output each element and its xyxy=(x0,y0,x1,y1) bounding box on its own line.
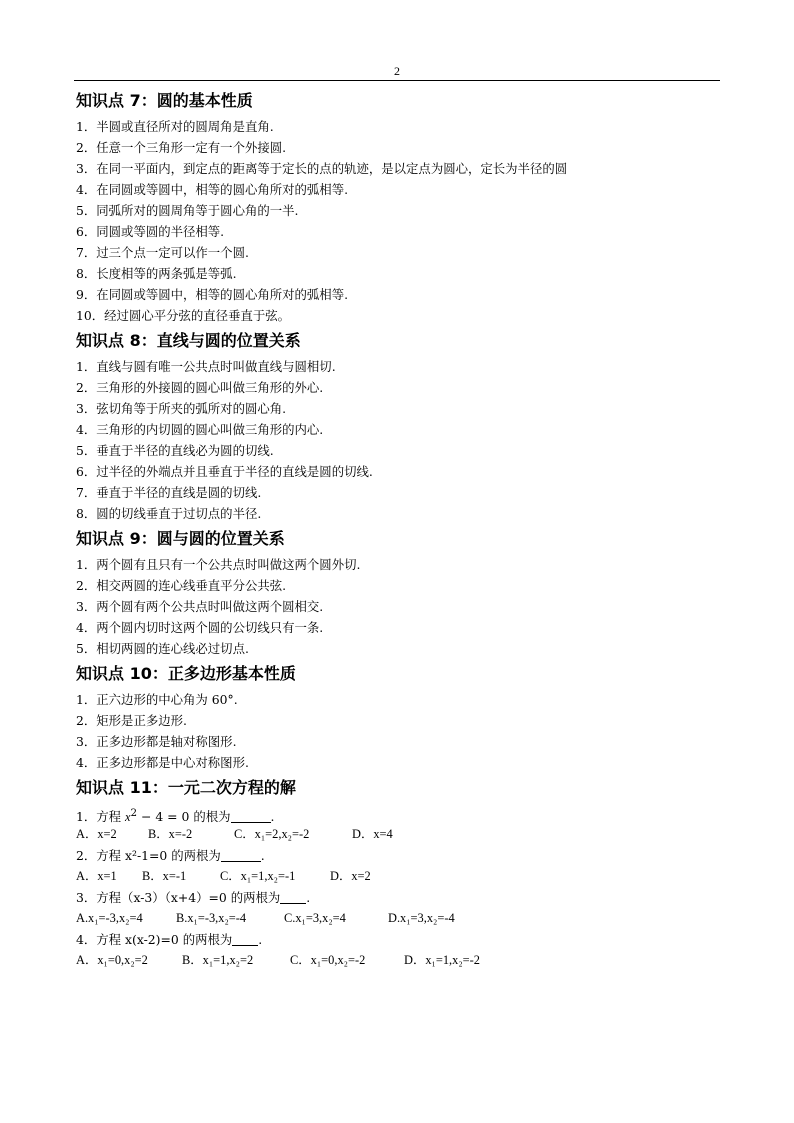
list-item xyxy=(76,263,720,284)
list-item xyxy=(76,116,720,137)
page-number: 2 xyxy=(394,64,400,78)
item-number: 6． xyxy=(76,464,97,479)
list-item xyxy=(76,689,720,710)
item-text: 正多边形都是轴对称图形. xyxy=(96,734,237,749)
list-item xyxy=(76,440,720,461)
list-item xyxy=(76,398,720,419)
answer-blank[interactable] xyxy=(232,932,258,946)
list-item xyxy=(76,356,720,377)
question-text: 方程（x-3）（x+4）=0 的两根为 xyxy=(96,890,281,905)
section-9 xyxy=(76,528,720,659)
option-c[interactable]: C.x₁=3,x₂=4 xyxy=(284,911,346,925)
item-text: 圆的切线垂直于过切点的半径. xyxy=(96,506,262,521)
item-number: 2． xyxy=(76,140,97,155)
option-d[interactable]: D.x₁=3,x₂=-4 xyxy=(388,911,455,925)
list-item xyxy=(76,179,720,200)
item-number: 3． xyxy=(76,599,97,614)
list-item xyxy=(76,638,720,659)
list-item xyxy=(76,284,720,305)
option-b[interactable]: B．x=-1 xyxy=(142,869,187,883)
item-text: 过半径的外端点并且垂直于半径的直线是圆的切线. xyxy=(96,464,373,479)
list-item xyxy=(76,137,720,158)
question-end: . xyxy=(306,890,311,905)
option-d[interactable]: D．x₁=1,x₂=-2 xyxy=(404,953,480,967)
item-text: 两个圆有且只有一个公共点时叫做这两个圆外切. xyxy=(96,557,361,572)
question-2 xyxy=(76,845,720,866)
options-row xyxy=(76,950,720,971)
list-item xyxy=(76,503,720,524)
item-number: 3． xyxy=(76,734,97,749)
section-title: 知识点 7：圆的基本性质 xyxy=(76,91,253,110)
item-number: 1． xyxy=(76,557,97,572)
item-text: 过三个点一定可以作一个圆. xyxy=(96,245,249,260)
list-item xyxy=(76,305,720,326)
question-end: . xyxy=(260,848,265,863)
option-c[interactable]: C．x₁=0,x₂=-2 xyxy=(290,953,366,967)
question-1 xyxy=(76,803,720,824)
list-item xyxy=(76,554,720,575)
list-item xyxy=(76,419,720,440)
question-number: 1． xyxy=(76,809,97,825)
list-item xyxy=(76,596,720,617)
answer-blank[interactable] xyxy=(280,890,306,904)
section-title: 知识点 8：直线与圆的位置关系 xyxy=(76,331,301,350)
option-a[interactable]: A．x=1 xyxy=(76,869,117,883)
item-number: 4． xyxy=(76,422,97,437)
question-text: 方程 x²-1=0 的两根为 xyxy=(96,848,221,863)
item-number: 4． xyxy=(76,620,97,635)
list-item xyxy=(76,752,720,773)
item-text: 矩形是正多边形. xyxy=(96,713,187,728)
question-4 xyxy=(76,929,720,950)
math-exponent: 2 xyxy=(130,807,138,819)
item-number: 9． xyxy=(76,287,97,302)
list-item xyxy=(76,242,720,263)
item-number: 7． xyxy=(76,245,97,260)
section-10 xyxy=(76,663,720,773)
question-number: 3． xyxy=(76,890,97,905)
item-number: 2． xyxy=(76,713,97,728)
option-a[interactable]: A．x=2 xyxy=(76,827,117,841)
question-end: . xyxy=(270,809,275,825)
list-item xyxy=(76,461,720,482)
option-b[interactable]: B．x₁=1,x₂=2 xyxy=(182,953,254,967)
item-text: 长度相等的两条弧是等弧. xyxy=(96,266,237,281)
section-title: 知识点 9：圆与圆的位置关系 xyxy=(76,529,285,548)
item-number: 1． xyxy=(76,359,97,374)
sections-container xyxy=(76,90,720,773)
item-text: 在同一平面内，到定点的距离等于定长的点的轨迹，是以定点为圆心，定长为半径的圆 xyxy=(96,161,568,176)
section-title: 知识点 10：正多边形基本性质 xyxy=(76,664,296,683)
options-row xyxy=(76,824,720,845)
item-text: 正多边形都是中心对称图形. xyxy=(96,755,249,770)
item-number: 1． xyxy=(76,692,97,707)
list-item xyxy=(76,731,720,752)
item-text: 三角形的外接圆的圆心叫做三角形的外心. xyxy=(96,380,324,395)
option-b[interactable]: B．x=-2 xyxy=(148,827,193,841)
item-number: 5． xyxy=(76,641,97,656)
section-8 xyxy=(76,330,720,524)
options-row xyxy=(76,908,720,929)
section-title: 知识点 11：一元二次方程的解 xyxy=(76,778,296,797)
question-text: 方程 xyxy=(96,809,126,825)
option-d[interactable]: D．x=4 xyxy=(352,827,393,841)
item-text: 半圆或直径所对的圆周角是直角. xyxy=(96,119,274,134)
list-item xyxy=(76,482,720,503)
item-text: 三角形的内切圆的圆心叫做三角形的内心. xyxy=(96,422,324,437)
item-text: 正六边形的中心角为 60°. xyxy=(96,692,238,707)
list-item xyxy=(76,617,720,638)
item-text: 同弧所对的圆周角等于圆心角的一半. xyxy=(96,203,299,218)
item-text: 经过圆心平分弦的直径垂直于弦。 xyxy=(104,308,291,323)
item-number: 5． xyxy=(76,203,97,218)
item-text: 在同圆或等圆中，相等的圆心角所对的弧相等. xyxy=(96,287,349,302)
item-number: 1． xyxy=(76,119,97,134)
item-text: 任意一个三角形一定有一个外接圆. xyxy=(96,140,287,155)
option-d[interactable]: D．x=2 xyxy=(330,869,371,883)
item-number: 5． xyxy=(76,443,97,458)
item-text: 垂直于半径的直线是圆的切线. xyxy=(96,485,262,500)
header-rule xyxy=(74,80,720,81)
item-number: 3． xyxy=(76,401,97,416)
question-end: . xyxy=(258,932,263,947)
list-item xyxy=(76,221,720,242)
item-text: 同圆或等圆的半径相等. xyxy=(96,224,225,239)
item-number: 8． xyxy=(76,506,97,521)
option-c[interactable]: C．x₁=1,x₂=-1 xyxy=(220,869,296,883)
item-number: 4． xyxy=(76,755,97,770)
section-7 xyxy=(76,90,720,326)
item-text: 两个圆内切时这两个圆的公切线只有一条. xyxy=(96,620,324,635)
option-c[interactable]: C．x₁=2,x₂=-2 xyxy=(234,827,310,841)
item-number: 4． xyxy=(76,182,97,197)
item-text: 弦切角等于所夹的弧所对的圆心角. xyxy=(96,401,287,416)
option-a[interactable]: A.x₁=-3,x₂=4 xyxy=(76,911,143,925)
section-11 xyxy=(76,777,720,971)
item-number: 7． xyxy=(76,485,97,500)
question-3 xyxy=(76,887,720,908)
item-text: 直线与圆有唯一公共点时叫做直线与圆相切. xyxy=(96,359,336,374)
item-number: 3． xyxy=(76,161,97,176)
item-text: 垂直于半径的直线必为圆的切线. xyxy=(96,443,274,458)
option-a[interactable]: A．x₁=0,x₂=2 xyxy=(76,953,148,967)
item-number: 2． xyxy=(76,380,97,395)
item-text: 相切两圆的连心线必过切点. xyxy=(96,641,249,656)
answer-blank[interactable] xyxy=(221,848,261,862)
item-text: 两个圆有两个公共点时叫做这两个圆相交. xyxy=(96,599,324,614)
list-item xyxy=(76,377,720,398)
options-row xyxy=(76,866,720,887)
document-body xyxy=(76,90,720,975)
math-expression: − 4 = 0 xyxy=(137,809,190,825)
item-text: 相交两圆的连心线垂直平分公共弦. xyxy=(96,578,287,593)
question-number: 4． xyxy=(76,932,97,947)
item-number: 2． xyxy=(76,578,97,593)
list-item xyxy=(76,158,720,179)
option-b[interactable]: B.x₁=-3,x₂=-4 xyxy=(176,911,247,925)
item-text: 在同圆或等圆中，相等的圆心角所对的弧相等. xyxy=(96,182,349,197)
list-item xyxy=(76,575,720,596)
question-number: 2． xyxy=(76,848,97,863)
answer-blank[interactable] xyxy=(231,809,271,823)
question-text: 的根为 xyxy=(189,809,231,825)
list-item xyxy=(76,710,720,731)
item-number: 8． xyxy=(76,266,97,281)
math-var: x xyxy=(125,810,131,825)
question-text: 方程 x(x-2)=0 的两根为 xyxy=(96,932,233,947)
list-item xyxy=(76,200,720,221)
item-number: 10． xyxy=(76,308,105,323)
item-number: 6． xyxy=(76,224,97,239)
